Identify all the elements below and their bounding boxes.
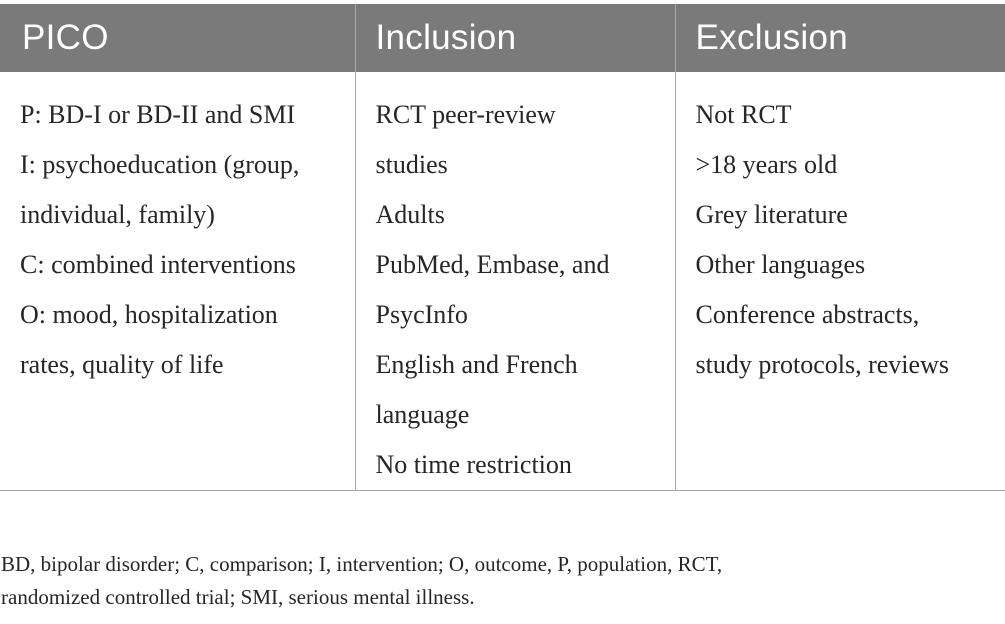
inclusion-line: RCT peer-review	[375, 100, 556, 129]
footnote-line-2: randomized controlled trial; SMI, serious mental illness.	[1, 585, 475, 609]
inclusion-line: Adults	[375, 200, 445, 229]
footnote-line-1: BD, bipolar disorder; C, comparison; I, intervention; O, outcome, P, population, RCT,	[1, 552, 723, 576]
exclusion-cell	[675, 72, 1005, 491]
pico-criteria-table	[0, 4, 1005, 491]
header-pico: PICO	[0, 4, 355, 72]
exclusion-line: study protocols, reviews	[695, 350, 949, 379]
inclusion-line: PubMed, Embase, and	[375, 250, 610, 279]
exclusion-line: Conference abstracts,	[695, 300, 920, 329]
exclusion-line: Other languages	[695, 250, 866, 279]
inclusion-line: studies	[375, 150, 448, 179]
inclusion-line: PsycInfo	[375, 300, 468, 329]
table-header-row	[0, 4, 1005, 72]
pico-line: C: combined interventions	[20, 250, 296, 279]
exclusion-line: >18 years old	[695, 150, 838, 179]
table-row	[0, 72, 1005, 491]
pico-line: individual, family)	[20, 200, 215, 229]
inclusion-line: language	[375, 400, 470, 429]
exclusion-line: Not RCT	[695, 100, 792, 129]
header-inclusion: Inclusion	[355, 4, 675, 72]
inclusion-cell	[355, 72, 675, 491]
pico-line: P: BD-I or BD-II and SMI	[20, 100, 296, 129]
pico-cell	[0, 72, 355, 491]
inclusion-line: English and French	[375, 350, 578, 379]
pico-line: rates, quality of life	[20, 350, 224, 379]
pico-line: I: psychoeducation (group,	[20, 150, 300, 179]
header-exclusion: Exclusion	[675, 4, 1005, 72]
table-footnote	[1, 548, 991, 614]
inclusion-line: No time restriction	[375, 450, 572, 479]
exclusion-line: Grey literature	[695, 200, 848, 229]
pico-line: O: mood, hospitalization	[20, 300, 278, 329]
